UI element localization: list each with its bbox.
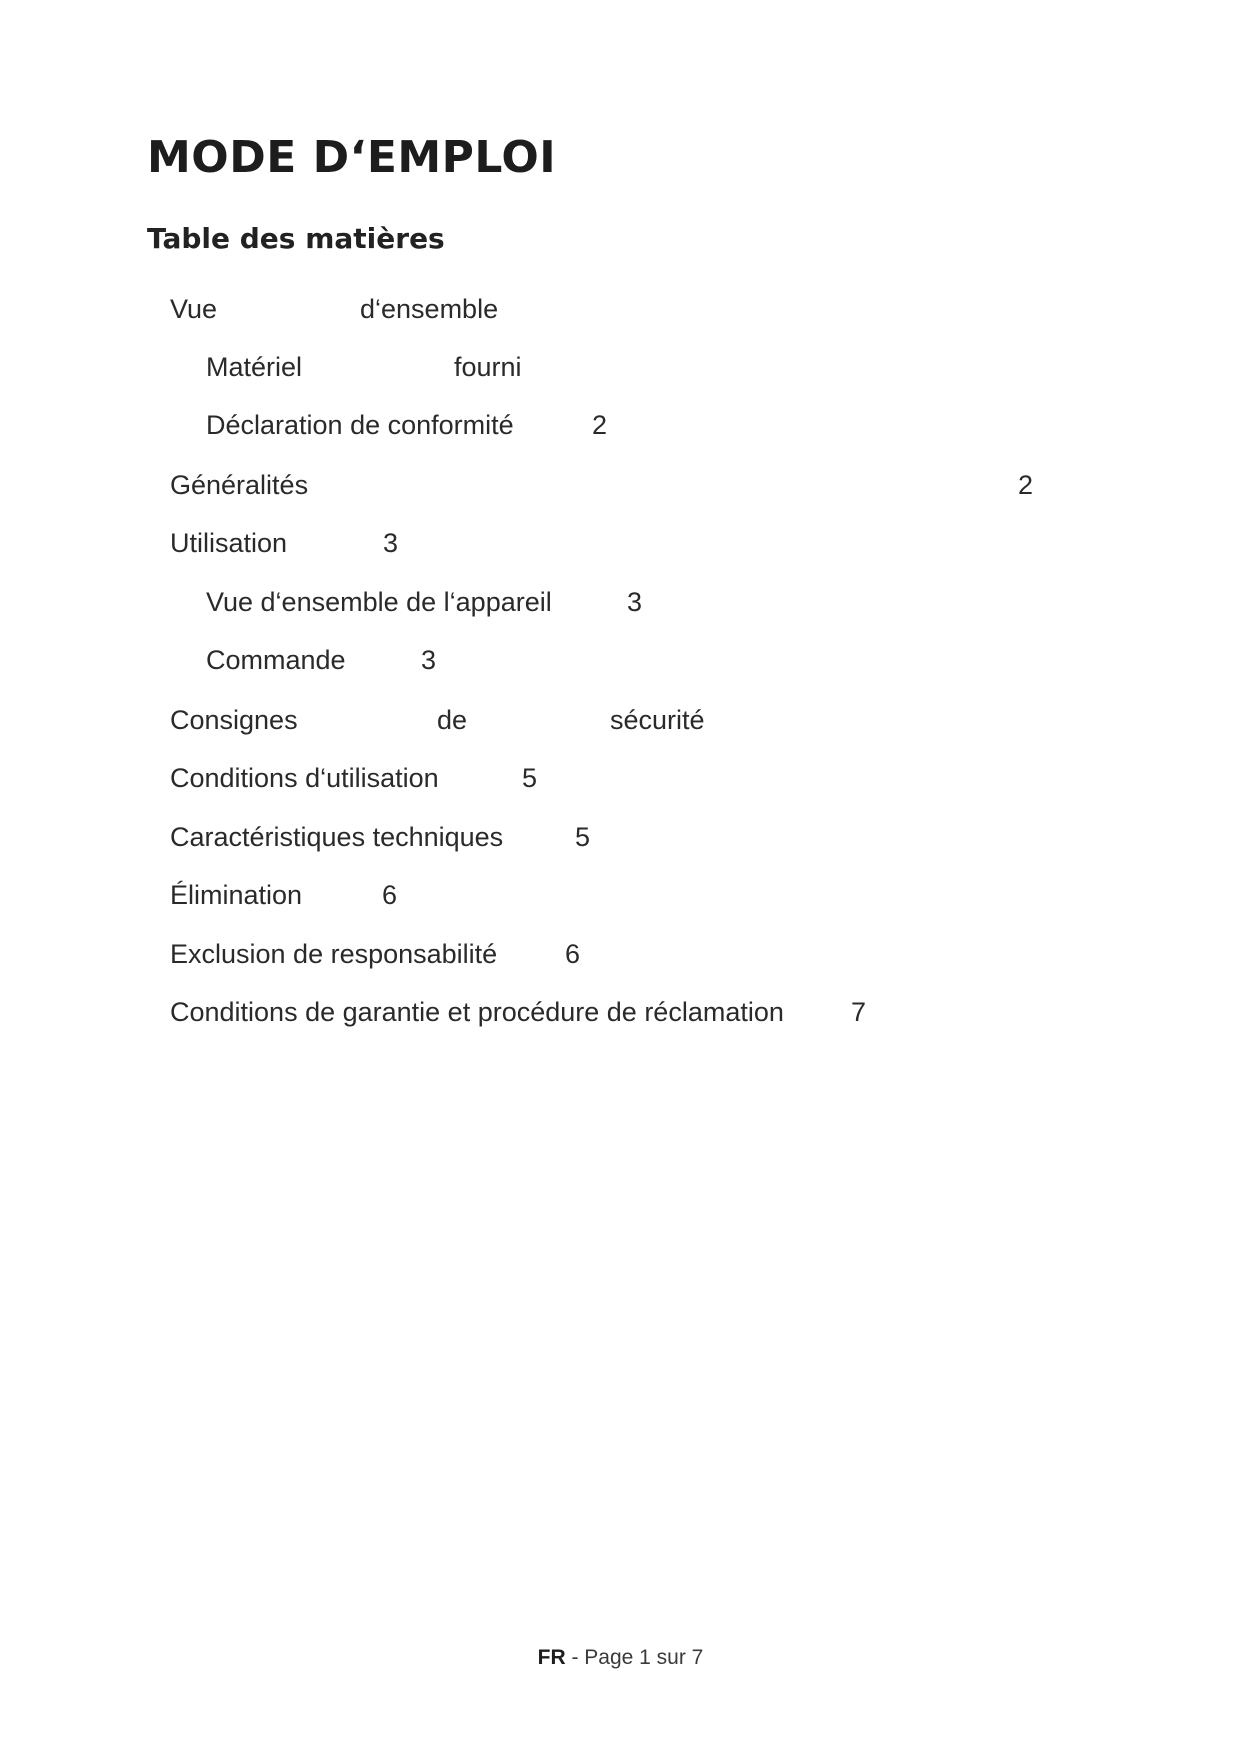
toc-page-number: 6 bbox=[565, 939, 581, 969]
toc-page-number: 5 bbox=[575, 822, 591, 852]
toc-label: Commande bbox=[206, 645, 346, 675]
toc-page-number: 2 bbox=[592, 410, 608, 440]
page-title: MODE D‘EMPLOI bbox=[147, 132, 557, 183]
toc-label: Utilisation bbox=[170, 528, 288, 558]
toc-page-number: 5 bbox=[522, 763, 538, 793]
footer-language-code: FR bbox=[537, 1646, 566, 1669]
toc-word: Consignes bbox=[170, 705, 298, 735]
toc-label: Conditions de garantie et procédure de réclamation bbox=[170, 997, 784, 1027]
toc-word: de bbox=[437, 705, 468, 735]
toc-word: d‘ensemble bbox=[360, 294, 499, 324]
toc-label: Vue d‘ensemble de l‘appareil bbox=[206, 587, 552, 617]
toc-label: Conditions d‘utilisation bbox=[170, 763, 439, 793]
toc-word: sécurité bbox=[610, 705, 705, 735]
toc-label: Exclusion de responsabilité bbox=[170, 939, 498, 969]
page-footer bbox=[0, 1646, 1241, 1670]
toc-page-number: 6 bbox=[382, 880, 398, 910]
toc-label: Déclaration de conformité bbox=[206, 410, 514, 440]
toc-page-number: 3 bbox=[383, 528, 399, 558]
footer-page-indicator: - Page 1 sur 7 bbox=[565, 1646, 704, 1669]
toc-label: Caractéristiques techniques bbox=[170, 822, 504, 852]
toc-page-number: 2 bbox=[1018, 470, 1034, 500]
toc-word: Matériel bbox=[206, 352, 303, 382]
toc-heading: Table des matières bbox=[147, 222, 445, 255]
toc-label: Généralités bbox=[170, 470, 309, 500]
toc-page-number: 7 bbox=[851, 997, 867, 1027]
toc-word: Vue bbox=[170, 294, 218, 324]
toc-label: Élimination bbox=[170, 880, 303, 910]
toc-page-number: 3 bbox=[627, 587, 643, 617]
toc-page-number: 3 bbox=[421, 645, 437, 675]
toc-word: fourni bbox=[454, 352, 522, 382]
